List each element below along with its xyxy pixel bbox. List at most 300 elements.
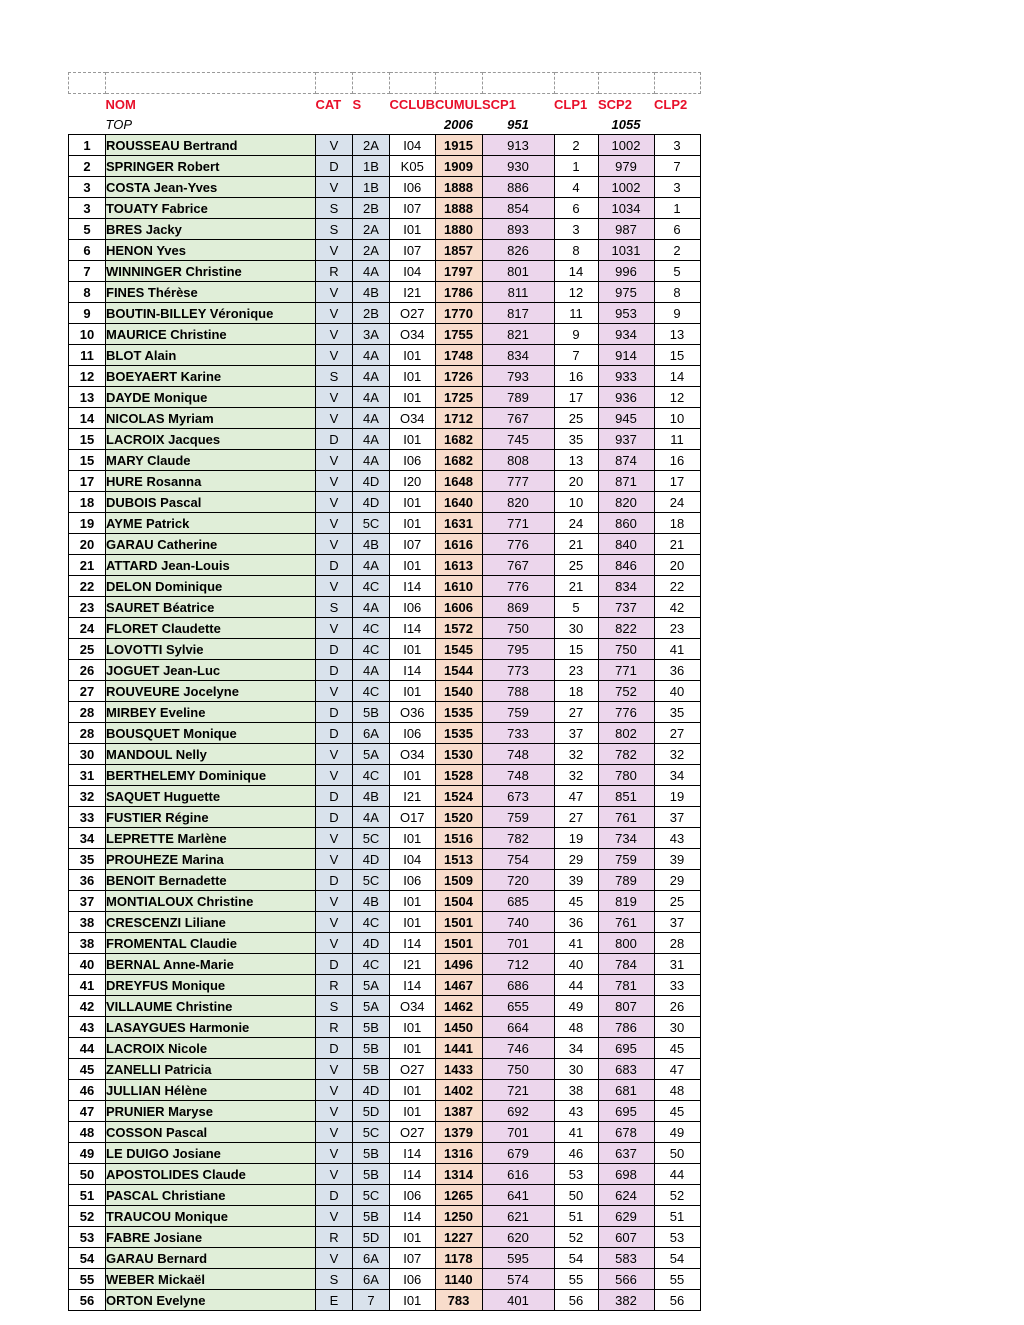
cell-cclub[interactable]: I06 <box>390 723 436 744</box>
cell-cumul[interactable]: 1140 <box>435 1269 482 1290</box>
cell-cclub[interactable]: I06 <box>390 1185 436 1206</box>
cell-cclub[interactable]: I01 <box>390 1290 436 1311</box>
cell-clp2[interactable]: 37 <box>654 912 700 933</box>
cell-cclub[interactable]: I01 <box>390 1017 436 1038</box>
cell-clp1[interactable]: 8 <box>554 240 598 261</box>
cell-cumul[interactable]: 1888 <box>435 198 482 219</box>
cell-cumul[interactable]: 1755 <box>435 324 482 345</box>
cell-nom[interactable]: SPRINGER Robert <box>106 156 316 177</box>
cell-s[interactable]: 4A <box>353 429 390 450</box>
cell-cumul[interactable]: 1496 <box>435 954 482 975</box>
cell-cat[interactable]: D <box>316 555 353 576</box>
cell-s[interactable]: 4A <box>353 597 390 618</box>
cell-scp2[interactable]: 695 <box>598 1101 654 1122</box>
cell-scp2[interactable]: 1034 <box>598 198 654 219</box>
cell-cumul[interactable]: 1880 <box>435 219 482 240</box>
cell-scp1[interactable]: 854 <box>482 198 554 219</box>
cell-cumul[interactable]: 1316 <box>435 1143 482 1164</box>
cell-scp2[interactable]: 840 <box>598 534 654 555</box>
cell-cat[interactable]: V <box>316 324 353 345</box>
cell-rank[interactable]: 44 <box>69 1038 106 1059</box>
cell-cumul[interactable]: 1712 <box>435 408 482 429</box>
cell-s[interactable]: 2B <box>353 198 390 219</box>
cell-s[interactable]: 4A <box>353 660 390 681</box>
cell-clp1[interactable]: 27 <box>554 807 598 828</box>
cell-scp2[interactable]: 1002 <box>598 135 654 156</box>
cell-cumul[interactable]: 1540 <box>435 681 482 702</box>
cell-clp1[interactable]: 52 <box>554 1227 598 1248</box>
cell-cumul[interactable]: 1545 <box>435 639 482 660</box>
cell-scp1[interactable]: 664 <box>482 1017 554 1038</box>
cell-nom[interactable]: ORTON Evelyne <box>106 1290 316 1311</box>
cell-cat[interactable]: D <box>316 954 353 975</box>
cell-clp1[interactable]: 43 <box>554 1101 598 1122</box>
cell-rank[interactable]: 41 <box>69 975 106 996</box>
cell-cat[interactable]: D <box>316 723 353 744</box>
cell-cumul[interactable]: 1516 <box>435 828 482 849</box>
cell-scp1[interactable]: 886 <box>482 177 554 198</box>
cell-rank[interactable]: 26 <box>69 660 106 681</box>
cell-cumul[interactable]: 1613 <box>435 555 482 576</box>
cell-clp1[interactable]: 25 <box>554 408 598 429</box>
cell-nom[interactable]: ATTARD Jean-Louis <box>106 555 316 576</box>
cell-nom[interactable]: LE DUIGO Josiane <box>106 1143 316 1164</box>
cell-s[interactable]: 2B <box>353 303 390 324</box>
cell-cat[interactable]: D <box>316 702 353 723</box>
cell-nom[interactable]: FINES Thérèse <box>106 282 316 303</box>
cell-cat[interactable]: E <box>316 1290 353 1311</box>
cell-scp2[interactable]: 800 <box>598 933 654 954</box>
cell-nom[interactable]: DAYDE Monique <box>106 387 316 408</box>
cell-clp2[interactable]: 47 <box>654 1059 700 1080</box>
cell-s[interactable]: 2A <box>353 240 390 261</box>
cell-s[interactable]: 4D <box>353 471 390 492</box>
cell-clp2[interactable]: 45 <box>654 1101 700 1122</box>
cell-cumul[interactable]: 1379 <box>435 1122 482 1143</box>
cell-cat[interactable]: S <box>316 996 353 1017</box>
cell-clp2[interactable]: 3 <box>654 177 700 198</box>
cell-clp2[interactable]: 14 <box>654 366 700 387</box>
cell-s[interactable]: 4A <box>353 261 390 282</box>
cell-scp1[interactable]: 808 <box>482 450 554 471</box>
cell-clp1[interactable]: 37 <box>554 723 598 744</box>
cell-scp1[interactable]: 692 <box>482 1101 554 1122</box>
cell-cat[interactable]: D <box>316 786 353 807</box>
cell-cat[interactable]: V <box>316 513 353 534</box>
cell-clp2[interactable]: 16 <box>654 450 700 471</box>
cell-scp2[interactable]: 934 <box>598 324 654 345</box>
cell-nom[interactable]: BLOT Alain <box>106 345 316 366</box>
cell-scp1[interactable]: 750 <box>482 1059 554 1080</box>
cell-scp1[interactable]: 750 <box>482 618 554 639</box>
cell-scp1[interactable]: 574 <box>482 1269 554 1290</box>
cell-cclub[interactable]: I21 <box>390 786 436 807</box>
cell-rank[interactable]: 1 <box>69 135 106 156</box>
cell-nom[interactable]: MONTIALOUX Christine <box>106 891 316 912</box>
cell-cclub[interactable]: I14 <box>390 1164 436 1185</box>
cell-cclub[interactable]: O34 <box>390 324 436 345</box>
cell-clp1[interactable]: 3 <box>554 219 598 240</box>
cell-rank[interactable]: 18 <box>69 492 106 513</box>
cell-s[interactable]: 7 <box>353 1290 390 1311</box>
cell-scp1[interactable]: 913 <box>482 135 554 156</box>
cell-clp1[interactable]: 16 <box>554 366 598 387</box>
cell-rank[interactable]: 22 <box>69 576 106 597</box>
cell-cat[interactable]: V <box>316 450 353 471</box>
cell-cat[interactable]: D <box>316 1038 353 1059</box>
cell-cumul[interactable]: 1178 <box>435 1248 482 1269</box>
cell-clp1[interactable]: 25 <box>554 555 598 576</box>
cell-nom[interactable]: WEBER Mickaël <box>106 1269 316 1290</box>
cell-scp2[interactable]: 822 <box>598 618 654 639</box>
cell-rank[interactable]: 23 <box>69 597 106 618</box>
cell-scp2[interactable]: 979 <box>598 156 654 177</box>
cell-rank[interactable]: 6 <box>69 240 106 261</box>
cell-cat[interactable]: V <box>316 933 353 954</box>
cell-rank[interactable]: 32 <box>69 786 106 807</box>
cell-cclub[interactable]: I14 <box>390 1143 436 1164</box>
cell-scp1[interactable]: 930 <box>482 156 554 177</box>
cell-clp2[interactable]: 8 <box>654 282 700 303</box>
cell-s[interactable]: 5B <box>353 1206 390 1227</box>
cell-rank[interactable]: 53 <box>69 1227 106 1248</box>
cell-cat[interactable]: V <box>316 345 353 366</box>
cell-scp1[interactable]: 893 <box>482 219 554 240</box>
cell-rank[interactable]: 15 <box>69 450 106 471</box>
cell-cat[interactable]: V <box>316 303 353 324</box>
cell-cumul[interactable]: 1682 <box>435 450 482 471</box>
cell-scp1[interactable]: 771 <box>482 513 554 534</box>
cell-scp2[interactable]: 820 <box>598 492 654 513</box>
cell-s[interactable]: 4B <box>353 891 390 912</box>
cell-cat[interactable]: V <box>316 408 353 429</box>
cell-cclub[interactable]: I01 <box>390 345 436 366</box>
cell-cumul[interactable]: 1631 <box>435 513 482 534</box>
cell-s[interactable]: 4B <box>353 786 390 807</box>
cell-rank[interactable]: 13 <box>69 387 106 408</box>
cell-clp2[interactable]: 42 <box>654 597 700 618</box>
cell-rank[interactable]: 37 <box>69 891 106 912</box>
cell-s[interactable]: 4C <box>353 681 390 702</box>
cell-scp2[interactable]: 786 <box>598 1017 654 1038</box>
cell-cumul[interactable]: 1544 <box>435 660 482 681</box>
cell-cat[interactable]: V <box>316 1164 353 1185</box>
cell-s[interactable]: 2A <box>353 219 390 240</box>
cell-scp2[interactable]: 871 <box>598 471 654 492</box>
cell-rank[interactable]: 31 <box>69 765 106 786</box>
cell-rank[interactable]: 8 <box>69 282 106 303</box>
cell-clp1[interactable]: 36 <box>554 912 598 933</box>
cell-cat[interactable]: D <box>316 870 353 891</box>
cell-clp1[interactable]: 2 <box>554 135 598 156</box>
cell-scp2[interactable]: 784 <box>598 954 654 975</box>
cell-nom[interactable]: HURE Rosanna <box>106 471 316 492</box>
cell-clp1[interactable]: 1 <box>554 156 598 177</box>
cell-scp2[interactable]: 629 <box>598 1206 654 1227</box>
cell-s[interactable]: 5B <box>353 1143 390 1164</box>
cell-s[interactable]: 6A <box>353 1248 390 1269</box>
cell-nom[interactable]: NICOLAS Myriam <box>106 408 316 429</box>
cell-cclub[interactable]: I01 <box>390 492 436 513</box>
cell-cclub[interactable]: I01 <box>390 1101 436 1122</box>
cell-rank[interactable]: 2 <box>69 156 106 177</box>
cell-scp2[interactable]: 678 <box>598 1122 654 1143</box>
cell-clp1[interactable]: 27 <box>554 702 598 723</box>
cell-clp2[interactable]: 48 <box>654 1080 700 1101</box>
cell-cumul[interactable]: 1504 <box>435 891 482 912</box>
cell-cclub[interactable]: I06 <box>390 597 436 618</box>
cell-s[interactable]: 4A <box>353 450 390 471</box>
cell-nom[interactable]: BOUSQUET Monique <box>106 723 316 744</box>
cell-scp1[interactable]: 701 <box>482 1122 554 1143</box>
cell-clp1[interactable]: 35 <box>554 429 598 450</box>
cell-scp2[interactable]: 987 <box>598 219 654 240</box>
cell-clp1[interactable]: 18 <box>554 681 598 702</box>
cell-scp1[interactable]: 720 <box>482 870 554 891</box>
cell-cat[interactable]: S <box>316 219 353 240</box>
cell-nom[interactable]: MIRBEY Eveline <box>106 702 316 723</box>
cell-cumul[interactable]: 1250 <box>435 1206 482 1227</box>
cell-clp2[interactable]: 53 <box>654 1227 700 1248</box>
cell-s[interactable]: 4C <box>353 765 390 786</box>
cell-nom[interactable]: DELON Dominique <box>106 576 316 597</box>
cell-scp2[interactable]: 953 <box>598 303 654 324</box>
cell-clp2[interactable]: 6 <box>654 219 700 240</box>
cell-cat[interactable]: D <box>316 639 353 660</box>
cell-scp2[interactable]: 802 <box>598 723 654 744</box>
cell-cumul[interactable]: 1648 <box>435 471 482 492</box>
cell-cumul[interactable]: 1726 <box>435 366 482 387</box>
cell-rank[interactable]: 48 <box>69 1122 106 1143</box>
cell-cat[interactable]: S <box>316 366 353 387</box>
cell-cumul[interactable]: 1770 <box>435 303 482 324</box>
cell-nom[interactable]: ZANELLI Patricia <box>106 1059 316 1080</box>
cell-cclub[interactable]: I04 <box>390 135 436 156</box>
cell-clp2[interactable]: 29 <box>654 870 700 891</box>
cell-scp1[interactable]: 745 <box>482 429 554 450</box>
cell-scp1[interactable]: 773 <box>482 660 554 681</box>
cell-clp2[interactable]: 18 <box>654 513 700 534</box>
cell-nom[interactable]: CRESCENZI Liliane <box>106 912 316 933</box>
cell-cclub[interactable]: I01 <box>390 1227 436 1248</box>
cell-clp1[interactable]: 44 <box>554 975 598 996</box>
cell-s[interactable]: 4A <box>353 366 390 387</box>
cell-clp2[interactable]: 27 <box>654 723 700 744</box>
cell-rank[interactable]: 15 <box>69 429 106 450</box>
cell-cat[interactable]: V <box>316 1080 353 1101</box>
cell-scp1[interactable]: 767 <box>482 555 554 576</box>
cell-cumul[interactable]: 1857 <box>435 240 482 261</box>
cell-scp2[interactable]: 789 <box>598 870 654 891</box>
cell-cclub[interactable]: I01 <box>390 513 436 534</box>
cell-rank[interactable]: 54 <box>69 1248 106 1269</box>
cell-cat[interactable]: V <box>316 1122 353 1143</box>
cell-scp1[interactable]: 826 <box>482 240 554 261</box>
cell-scp1[interactable]: 740 <box>482 912 554 933</box>
cell-cat[interactable]: V <box>316 177 353 198</box>
cell-cat[interactable]: D <box>316 660 353 681</box>
cell-clp2[interactable]: 39 <box>654 849 700 870</box>
cell-cat[interactable]: R <box>316 1017 353 1038</box>
cell-scp2[interactable]: 761 <box>598 912 654 933</box>
cell-clp2[interactable]: 44 <box>654 1164 700 1185</box>
cell-clp1[interactable]: 32 <box>554 765 598 786</box>
cell-cumul[interactable]: 1520 <box>435 807 482 828</box>
cell-clp2[interactable]: 1 <box>654 198 700 219</box>
cell-scp2[interactable]: 695 <box>598 1038 654 1059</box>
cell-scp1[interactable]: 759 <box>482 702 554 723</box>
cell-s[interactable]: 5A <box>353 744 390 765</box>
cell-clp2[interactable]: 32 <box>654 744 700 765</box>
cell-clp1[interactable]: 20 <box>554 471 598 492</box>
cell-cclub[interactable]: I01 <box>390 387 436 408</box>
cell-scp1[interactable]: 748 <box>482 744 554 765</box>
cell-clp2[interactable]: 9 <box>654 303 700 324</box>
cell-cumul[interactable]: 1467 <box>435 975 482 996</box>
cell-clp2[interactable]: 40 <box>654 681 700 702</box>
cell-cclub[interactable]: I20 <box>390 471 436 492</box>
cell-cclub[interactable]: I06 <box>390 450 436 471</box>
cell-clp1[interactable]: 9 <box>554 324 598 345</box>
cell-cclub[interactable]: O27 <box>390 1059 436 1080</box>
cell-clp1[interactable]: 38 <box>554 1080 598 1101</box>
cell-rank[interactable]: 43 <box>69 1017 106 1038</box>
cell-rank[interactable]: 9 <box>69 303 106 324</box>
cell-nom[interactable]: BERNAL Anne-Marie <box>106 954 316 975</box>
cell-clp1[interactable]: 55 <box>554 1269 598 1290</box>
cell-cclub[interactable]: K05 <box>390 156 436 177</box>
cell-clp1[interactable]: 7 <box>554 345 598 366</box>
cell-rank[interactable]: 24 <box>69 618 106 639</box>
cell-scp2[interactable]: 737 <box>598 597 654 618</box>
cell-clp1[interactable]: 54 <box>554 1248 598 1269</box>
cell-cclub[interactable]: I06 <box>390 177 436 198</box>
cell-clp2[interactable]: 30 <box>654 1017 700 1038</box>
cell-cclub[interactable]: I01 <box>390 765 436 786</box>
cell-clp1[interactable]: 45 <box>554 891 598 912</box>
cell-clp1[interactable]: 13 <box>554 450 598 471</box>
cell-cumul[interactable]: 1616 <box>435 534 482 555</box>
cell-cumul[interactable]: 1528 <box>435 765 482 786</box>
cell-cat[interactable]: S <box>316 597 353 618</box>
cell-scp1[interactable]: 789 <box>482 387 554 408</box>
cell-rank[interactable]: 17 <box>69 471 106 492</box>
cell-nom[interactable]: MAURICE Christine <box>106 324 316 345</box>
cell-clp1[interactable]: 50 <box>554 1185 598 1206</box>
cell-s[interactable]: 4B <box>353 282 390 303</box>
cell-scp1[interactable]: 620 <box>482 1227 554 1248</box>
cell-clp1[interactable]: 12 <box>554 282 598 303</box>
cell-cumul[interactable]: 1725 <box>435 387 482 408</box>
cell-rank[interactable]: 42 <box>69 996 106 1017</box>
cell-nom[interactable]: PROUHEZE Marina <box>106 849 316 870</box>
cell-scp1[interactable]: 777 <box>482 471 554 492</box>
cell-nom[interactable]: FUSTIER Régine <box>106 807 316 828</box>
cell-cumul[interactable]: 1387 <box>435 1101 482 1122</box>
cell-rank[interactable]: 33 <box>69 807 106 828</box>
cell-rank[interactable]: 38 <box>69 912 106 933</box>
cell-scp2[interactable]: 781 <box>598 975 654 996</box>
cell-nom[interactable]: FLORET Claudette <box>106 618 316 639</box>
cell-nom[interactable]: JULLIAN Hélène <box>106 1080 316 1101</box>
cell-s[interactable]: 4C <box>353 618 390 639</box>
cell-s[interactable]: 5B <box>353 1038 390 1059</box>
cell-nom[interactable]: GARAU Bernard <box>106 1248 316 1269</box>
cell-clp2[interactable]: 21 <box>654 534 700 555</box>
cell-clp1[interactable]: 30 <box>554 1059 598 1080</box>
cell-s[interactable]: 1B <box>353 156 390 177</box>
cell-nom[interactable]: FABRE Josiane <box>106 1227 316 1248</box>
cell-cclub[interactable]: I06 <box>390 870 436 891</box>
cell-rank[interactable]: 7 <box>69 261 106 282</box>
cell-s[interactable]: 4C <box>353 954 390 975</box>
cell-s[interactable]: 4B <box>353 534 390 555</box>
cell-cumul[interactable]: 1462 <box>435 996 482 1017</box>
cell-clp1[interactable]: 4 <box>554 177 598 198</box>
cell-scp2[interactable]: 607 <box>598 1227 654 1248</box>
cell-scp2[interactable]: 698 <box>598 1164 654 1185</box>
cell-clp2[interactable]: 45 <box>654 1038 700 1059</box>
cell-nom[interactable]: LEPRETTE Marlène <box>106 828 316 849</box>
cell-rank[interactable]: 35 <box>69 849 106 870</box>
cell-nom[interactable]: AYME Patrick <box>106 513 316 534</box>
cell-s[interactable]: 5D <box>353 1227 390 1248</box>
cell-scp1[interactable]: 712 <box>482 954 554 975</box>
cell-cclub[interactable]: I01 <box>390 1080 436 1101</box>
cell-scp1[interactable]: 776 <box>482 576 554 597</box>
cell-clp1[interactable]: 6 <box>554 198 598 219</box>
cell-rank[interactable]: 36 <box>69 870 106 891</box>
cell-clp2[interactable]: 49 <box>654 1122 700 1143</box>
cell-cclub[interactable]: I01 <box>390 891 436 912</box>
cell-nom[interactable]: LASAYGUES Harmonie <box>106 1017 316 1038</box>
cell-rank[interactable]: 52 <box>69 1206 106 1227</box>
cell-scp1[interactable]: 817 <box>482 303 554 324</box>
cell-nom[interactable]: HENON Yves <box>106 240 316 261</box>
cell-clp1[interactable]: 41 <box>554 1122 598 1143</box>
cell-clp1[interactable]: 51 <box>554 1206 598 1227</box>
cell-scp1[interactable]: 686 <box>482 975 554 996</box>
cell-clp2[interactable]: 20 <box>654 555 700 576</box>
cell-clp1[interactable]: 39 <box>554 870 598 891</box>
cell-clp2[interactable]: 43 <box>654 828 700 849</box>
cell-cumul[interactable]: 1606 <box>435 597 482 618</box>
cell-cclub[interactable]: I01 <box>390 219 436 240</box>
cell-clp2[interactable]: 35 <box>654 702 700 723</box>
cell-nom[interactable]: BRES Jacky <box>106 219 316 240</box>
cell-nom[interactable]: COSTA Jean-Yves <box>106 177 316 198</box>
cell-scp1[interactable]: 834 <box>482 345 554 366</box>
cell-scp1[interactable]: 701 <box>482 933 554 954</box>
cell-s[interactable]: 1B <box>353 177 390 198</box>
cell-rank[interactable]: 38 <box>69 933 106 954</box>
cell-scp2[interactable]: 681 <box>598 1080 654 1101</box>
cell-cumul[interactable]: 1265 <box>435 1185 482 1206</box>
cell-nom[interactable]: COSSON Pascal <box>106 1122 316 1143</box>
cell-clp2[interactable]: 34 <box>654 765 700 786</box>
cell-rank[interactable]: 56 <box>69 1290 106 1311</box>
cell-cumul[interactable]: 1524 <box>435 786 482 807</box>
cell-clp2[interactable]: 51 <box>654 1206 700 1227</box>
cell-nom[interactable]: PASCAL Christiane <box>106 1185 316 1206</box>
cell-scp1[interactable]: 767 <box>482 408 554 429</box>
cell-cclub[interactable]: I01 <box>390 1038 436 1059</box>
cell-nom[interactable]: LACROIX Nicole <box>106 1038 316 1059</box>
cell-nom[interactable]: BOEYAERT Karine <box>106 366 316 387</box>
cell-nom[interactable]: LOVOTTI Sylvie <box>106 639 316 660</box>
cell-cat[interactable]: S <box>316 198 353 219</box>
cell-nom[interactable]: FROMENTAL Claudie <box>106 933 316 954</box>
